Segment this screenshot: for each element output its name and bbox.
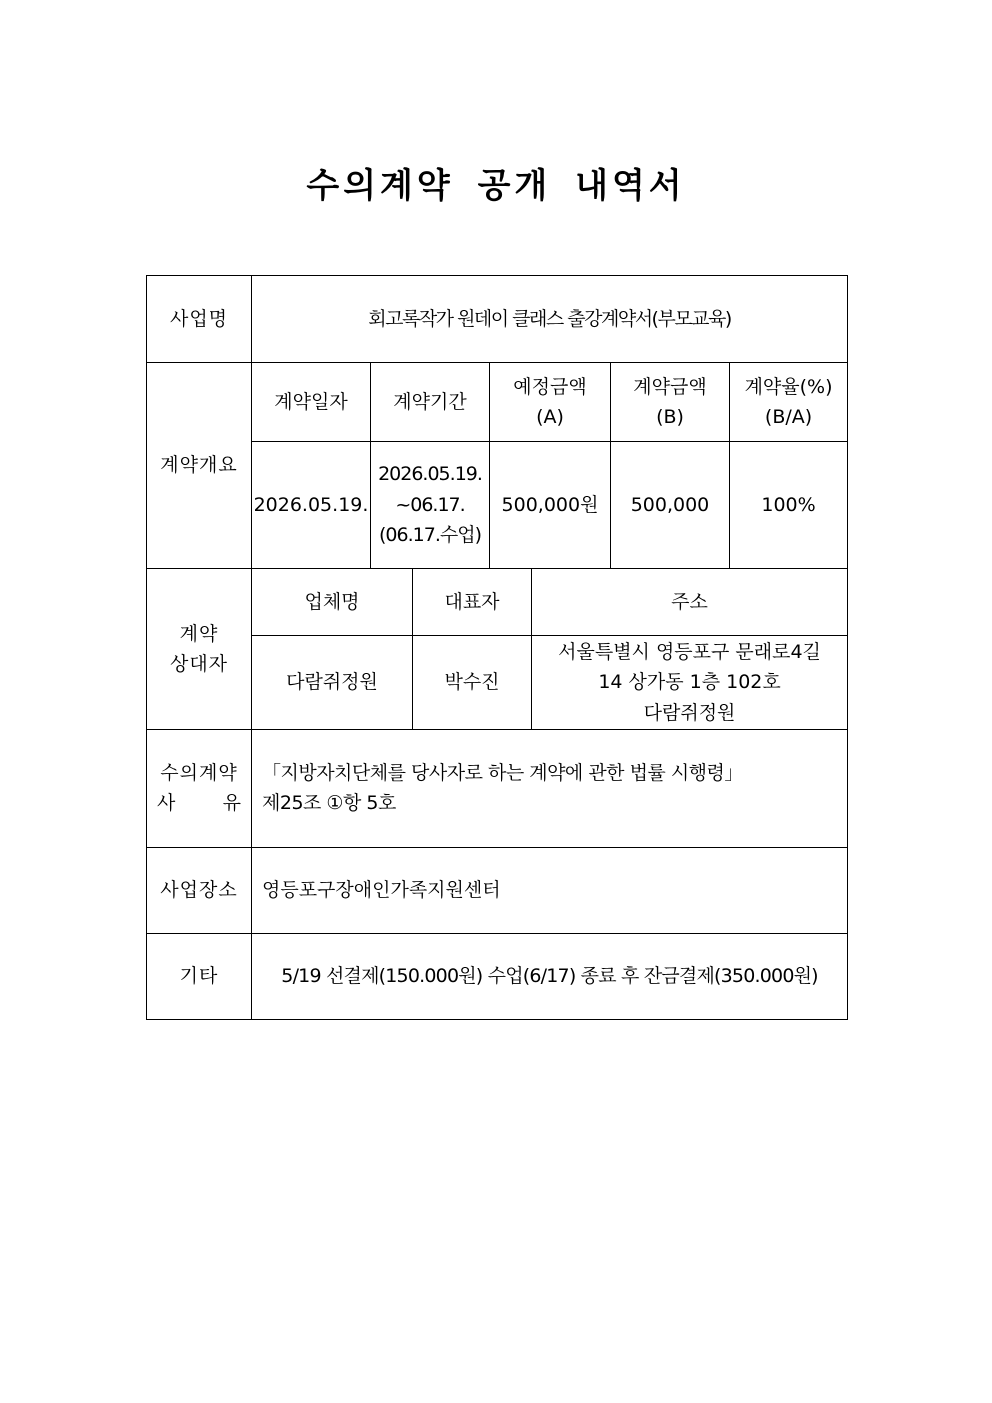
location-value: 영등포구장애인가족지원센터 [252,848,848,934]
page-title: 수의계약 공개 내역서 [306,166,686,206]
company-value: 다람쥐정원 [252,636,413,730]
overview-label: 계약개요 [147,363,252,569]
contract-amount-header: 계약금액 (B) [611,363,730,442]
address-header: 주소 [532,569,848,636]
address-value: 서울특별시 영등포구 문래로4길 14 상가동 1층 102호 다람쥐정원 [532,636,848,730]
project-name-value: 회고록작가 원데이 클래스 출강계약서(부모교육) [252,276,848,363]
company-header: 업체명 [252,569,413,636]
contract-period-header: 계약기간 [371,363,490,442]
reason-value: 「지방자치단체를 당사자로 하는 계약에 관한 법률 시행령」 제25조 ①항 5호 [252,730,848,848]
etc-value: 5/19 선결제(150.000원) 수업(6/17) 종료 후 잔금결제(350.000원) [252,934,848,1020]
contract-period-value: 2026.05.19. ~06.17. (06.17.수업) [371,442,490,569]
location-label: 사업장소 [147,848,252,934]
contract-date-header: 계약일자 [252,363,371,442]
estimated-amount-value: 500,000원 [490,442,611,569]
estimated-amount-header: 예정금액 (A) [490,363,611,442]
contract-disclosure-table [146,275,848,1020]
contract-date-value: 2026.05.19. [252,442,371,569]
contract-rate-header: 계약율(%) (B/A) [730,363,848,442]
contract-amount-value: 500,000 [611,442,730,569]
representative-header: 대표자 [413,569,532,636]
project-name-label: 사업명 [147,276,252,363]
etc-label: 기타 [147,934,252,1020]
representative-value: 박수진 [413,636,532,730]
counterparty-label: 계약 상대자 [147,569,252,730]
contract-rate-value: 100% [730,442,848,569]
reason-label: 수의계약 사 유 [147,730,252,848]
